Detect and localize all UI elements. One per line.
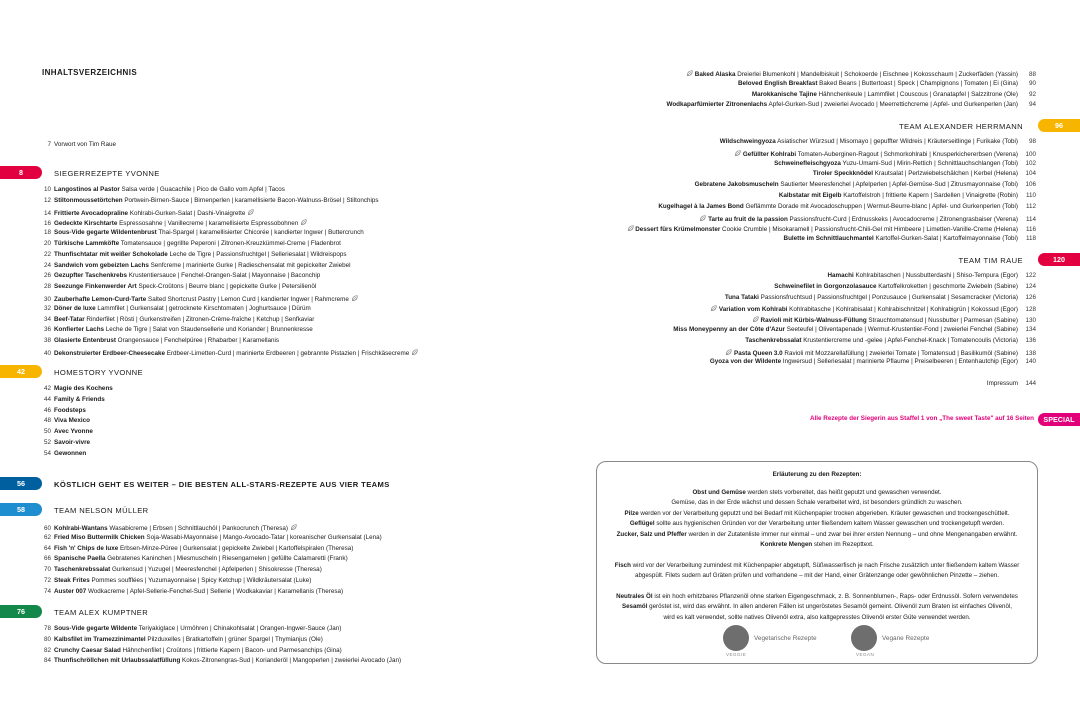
recipe-name: Tuna Tataki [724,293,759,301]
section-title: SIEGERREZEPTE YVONNE [54,169,160,178]
recipe-desc: Pommes soufflées | Yuzumayonnaise | Spicy Ketchup | Wildkräutersalat (Luke) [89,577,312,584]
page-number: 22 [43,250,51,258]
toc-entry[interactable] [42,556,348,562]
recipe-desc: Baked Beans | Buttertoast | Speck | Champignons | Tomaten | Ei (Gina) [817,79,1018,87]
toc-entry[interactable] [42,524,297,532]
toc-entry[interactable] [752,316,1036,324]
toc-entry[interactable] [42,440,90,446]
page-number: 94 [1028,101,1036,109]
recipe-desc: Gurkensud | Yuzugel | Meeresfenchel | Apfelperlen | Shisokresse (Theresa) [110,566,322,574]
recipe-desc: Krustentiercreme und -gelee | Apfel-Fenchel-Knack | Tomatencoulis (Victoria) [801,336,1018,344]
toc-entry[interactable] [779,193,1036,199]
recipe-desc: Geflämmte Dorade mit Avocadoschuppen | Wermut-Beurre-blanc | Apfel- und Gurkenperlen (Tobi) [743,202,1018,210]
recipe-desc: Kartoffelstroh | frittierte Kapern | Sardellen | Vinaigrette (Robin) [841,192,1018,199]
page-number: 50 [43,428,51,436]
recipe-desc: Seeteufel | Oliventapenade | Wermut-Krustentier-Fond | zweierlei Fenchel (Sabine) [785,326,1018,333]
recipe-name: Sous-Vide gegarte Wildentenbrust [54,229,157,237]
recipe-name: Savoir-vivre [54,439,91,446]
recipe-desc: Wasabicreme | Erbsen | Schnittlauchöl | Pankocrunch (Theresa) [107,525,289,532]
page-number: 26 [43,272,51,280]
legend-text: wird vor der Verarbeitung zumindest mit Küchenpapier abgetupft, Süßwasserfisch je nach Frische zusätzlich unter fließendem kaltem Wasser [630,561,1020,569]
legend-line [603,500,1031,506]
legend-line [603,521,1031,527]
legend-bold: Konkrete Mengen [760,541,813,548]
recipe-name: Thunfischtatar mit weißer Schokolade [54,250,168,258]
recipe-name: Kohlrabi-Wantans [54,525,108,532]
veggie-leaf-icon [351,295,358,302]
recipe-name: Türkische Lammköfte [54,240,120,247]
toc-entry[interactable] [42,317,314,323]
page-number: 134 [1025,326,1036,333]
toc-entry[interactable] [42,589,343,595]
legend-text: sollte aus hygienischen Gründen vor der Verarbeitung unter fließendem kaltem Wasser gewaschen und trockengetupft werden. [654,520,1005,528]
toc-entry[interactable] [667,102,1037,108]
page-number: 92 [1028,90,1036,98]
toc-entry[interactable] [745,338,1036,344]
toc-entry[interactable] [42,187,285,193]
section-tab[interactable]: 76 [0,605,42,618]
page-number: 32 [43,304,51,312]
recipe-desc: Portwein-Birnen-Sauce | Birnenperlen | karamellisierte Bacon-Walnuss-Brösel | Stiltonchips [122,196,379,204]
recipe-desc: Tomaten-Auberginen-Ragout | Schmorkohlrabi | Knusperkichererbsen (Verena) [796,150,1018,158]
recipe-name: Baked Alaska [694,71,736,78]
toc-entry[interactable] [673,327,1036,333]
veggie-caption: VEGGIE [726,652,747,657]
section-title: TEAM TIM RAUE [958,256,1023,265]
recipe-name: Kalbsfilet im Tramezzinimantel [54,635,146,643]
toc-entry[interactable] [784,236,1036,242]
toc-entry[interactable] [42,198,379,204]
recipe-name: Ravioli mit Kürbis-Walnuss-Füllung [760,317,867,325]
toc-entry[interactable] [827,273,1036,279]
recipe-name: Spanische Paella [54,555,106,563]
page-number: 88 [1028,71,1036,78]
page-number: 136 [1025,336,1036,344]
page-number: 62 [43,533,51,541]
page-number: 20 [43,240,51,247]
page-number: 118 [1025,235,1036,243]
recipe-desc: Orangensauce | Fenchelpüree | Rhabarber | Karamellanis [115,337,280,345]
toc-entry[interactable] [42,648,342,654]
recipe-name: Variation vom Kohlrabi [718,306,788,314]
page-number: 116 [1025,226,1036,234]
veggie-leaf-icon [290,524,297,531]
toc-entry[interactable] [42,451,86,457]
page-number: 38 [43,337,51,345]
recipe-name: Gedeckte Kirschtarte [54,220,118,228]
legend-line [603,594,1031,600]
recipe-name: Hamachi [827,272,854,279]
special-text: Alle Rezepte der Siegerin aus Staffel 1 von „The sweet Taste" auf 16 Seiten [810,415,1035,422]
legend-text: werden vor der Verarbeitung geputzt und bei Bedarf mit Küchenpapier trocken abgerieben. Kräuter gewaschen und trockengeschüttelt. [638,509,1010,517]
recipe-legend-box [596,461,1038,664]
recipe-desc: Hähnchenfilet | Croûtons | frittierte Kapern | Bacon- und Parmesanchips (Gina) [120,646,342,654]
recipe-name: Glasierte Entenbrust [54,337,116,345]
page-number: 112 [1025,202,1036,210]
recipe-name: Döner de luxe [54,304,96,312]
page-number: 144 [1025,380,1036,387]
recipe-desc: Krustentiersauce | Fenchel-Orangen-Salat | Mayonnaise | Baconchip [127,272,321,280]
page-number: 18 [43,229,51,237]
legend-line [603,532,1031,538]
page-number: 128 [1025,306,1036,314]
recipe-name: Dessert fürs Krümelmonster [635,226,721,234]
page-number: 82 [43,646,51,654]
page-number: 122 [1025,272,1036,279]
section-title: TEAM ALEX KUMPTNER [54,608,149,617]
legend-line [603,490,1031,496]
recipe-name: Seezunge Finkenwerder Art [54,283,137,291]
legend-line [603,542,1031,548]
legend-bold: Neutrales Öl [616,593,653,600]
recipe-name: Bulette im Schnittlauchmantel [783,235,874,243]
toc-entry[interactable] [42,637,323,643]
section-tab[interactable]: 96 [1038,119,1080,132]
vorwort-entry [42,142,116,148]
page-number: 10 [43,186,51,193]
veggie-leaf-icon [411,349,418,356]
page-number: 40 [43,350,51,357]
recipe-desc: Pilzduxelles | Bratkartoffeln | grüner Spargel | Thymianjus (Ole) [145,635,323,643]
page-number: 52 [43,439,51,446]
recipe-desc: Tomatensauce | gegrillte Peperoni | Zitronen-Kreuzkümmel-Creme | Fladenbrot [119,240,341,247]
toc-title: INHALTSVERZEICHNIS [42,68,138,77]
recipe-name: Avec Yvonne [54,428,93,436]
toc-entry[interactable] [774,284,1036,290]
page-number: 106 [1025,181,1036,189]
recipe-name: Wodkaparfümierter Zitronenlachs [666,101,768,109]
toc-entry[interactable] [42,658,401,664]
recipe-desc: Leche de Tigre | Passionsfruchtgel | Selleriesalat | Wildreispops [167,250,347,258]
section-tab[interactable]: 8 [0,166,42,179]
legend-text: werden stets vorbereitet, das heißt geputzt und gewaschen verwendet. [745,489,942,496]
legend-bold: Pilze [624,509,639,517]
recipe-name: Foodsteps [54,406,86,414]
page-number: 12 [43,196,51,204]
toc-entry[interactable] [42,306,311,312]
recipe-desc: Asiatischer Würzsud | Misomayo | gepuffter Wildreis | Kräuterseitlinge | Furikake (Tobi) [775,138,1018,145]
page-number: 70 [43,566,51,574]
toc-entry[interactable] [725,295,1036,301]
recipe-name: Auster 007 [54,587,87,595]
legend-bold: Zucker, Salz und Pfeffer [616,530,687,538]
page-number: 44 [43,395,51,403]
recipe-desc: Kartoffelkroketten | geschmorte Zwiebeln (Sabine) [876,282,1018,290]
page-number: 34 [43,315,51,323]
legend-line [603,563,1031,569]
page-number: 36 [43,326,51,334]
page-number: 64 [43,544,51,552]
veggie-leaf-icon [627,225,634,232]
legend-text: stehen im Rezepttext. [812,541,874,548]
toc-entry[interactable] [695,182,1036,188]
toc-entry[interactable] [752,92,1036,98]
veggie-leaf-icon [725,349,732,356]
recipe-name: Fish 'n' Chips de luxe [54,544,119,552]
recipe-name: Wildschweingyoza [719,138,776,145]
recipe-name: Schweinefleischgyoza [774,159,841,167]
legend-line [603,511,1031,517]
recipe-name: Dekonstruierter Erdbeer-Cheesecake [54,350,165,357]
recipe-name: Marokkanische Tajine [751,90,817,98]
recipe-desc: Dreierlei Blumenkohl | Mandelbiskuit | Schokoerde | Eischnee | Kokosschaum | Zuckerfäden (Yassin) [735,71,1018,78]
recipe-desc: Sautierter Meeresfenchel | Apfelperlen | Apfel-Gemüse-Sud | Zitrusmayonnaise (Tobi) [778,181,1018,189]
page-number: 48 [43,417,51,425]
recipe-desc: Salsa verde | Guacachile | Pico de Gallo vom Apfel | Tacos [119,186,285,193]
toc-entry[interactable] [710,359,1036,365]
recipe-desc: Apfel-Gurken-Sud | zweierlei Avocado | Meerrettichcreme | Apfel- und Gurkenperlen (Jan) [767,101,1018,109]
recipe-desc: Salted Shortcrust Pastry | Lemon Curd | kandierter Ingwer | Rahmcreme [146,296,349,303]
recipe-name: Magie des Kochens [54,385,113,392]
recipe-desc: Gebratenes Kaninchen | Miesmuscheln | Riesengarnelen | gefüllte Calamaretti (Frank) [105,555,348,563]
page-number: 98 [1028,138,1036,145]
legend-title: Erläuterung zu den Rezepten: [772,471,862,478]
page-number: 72 [43,577,51,584]
vorwort-text: Vorwort von Tim Raue [54,141,116,148]
page-number: 60 [43,525,51,532]
recipe-desc: Soja-Wasabi-Mayonnaise | Mango-Avocado-Tatar | koreanischer Gurkensalat (Lena) [144,533,382,541]
legend-text: wird es kalt verwendet, sollte natives Olivenöl extra, also kaltgepresstes Olivenöl erster Güte verwendet werden. [663,613,971,621]
vegan-caption: VEGAN [856,652,875,657]
recipe-desc: Kohlrabitasche | Kohlrabisalat | Kohlrabischnitzel | Kohlrabigrün | Kokossud (Egor) [787,306,1018,314]
recipe-desc: Leche de Tigre | Salat von Staudensellerie und Koriander | Brunnenkresse [104,326,313,334]
veggie-leaf-icon [686,70,693,77]
recipe-name: Miss Moneypenny an der Côte d'Azur [673,326,785,333]
toc-entry[interactable] [42,567,322,573]
page-number: 46 [43,406,51,414]
recipe-desc: Passionsfrucht-Curd | Erdnusskeks | Avocadocreme | Zitronengrasbaiser (Verena) [787,215,1018,223]
recipe-name: Viva Mexico [54,417,90,425]
recipe-desc: Kohlrabi-Gurken-Salat | Dashi-Vinaigrette [128,209,246,217]
toc-entry[interactable] [42,327,313,333]
legend-text: geröstet ist, wird das erwähnt. In allen anderen Fällen ist ungeröstetes Sesamöl gemeint. Olivenöl zum Braten ist einfaches Olivenöl, [647,603,1012,611]
toc-entry[interactable] [710,305,1036,313]
page-number: 80 [43,635,51,643]
vegetarian-label: Vegetarische Rezepte [754,635,817,642]
recipe-name: Taschenkrebssalat [54,566,111,574]
impressum-entry [987,381,1036,387]
recipe-name: Konfierter Lachs [54,326,105,334]
recipe-desc: Senfcreme | marinierte Gurke | Radieschensalat mit gepickelter Zwiebel [148,261,351,269]
section-tab[interactable]: 56 [0,477,42,490]
toc-entry[interactable] [42,338,279,344]
recipe-name: Gewonnen [54,449,87,457]
toc-entry[interactable] [42,535,382,541]
recipe-desc: Hähnchenkeule | Lammfilet | Couscous | Granatapfel | Salzzitrone (Ole) [816,90,1018,98]
recipe-desc: Lammfilet | Gurkensalat | getrocknete Kirschtomaten | Joghurtsauce | Dürüm [95,304,311,312]
recipe-desc: Strauchtomatensud | Nussbutter | Parmesan (Sabine) [866,317,1018,325]
toc-entry[interactable] [42,230,364,236]
toc-entry[interactable] [42,263,351,269]
page-number: 104 [1025,170,1036,178]
toc-entry[interactable] [42,546,353,552]
veggie-leaf-icon [247,209,254,216]
veggie-leaf-icon [300,219,307,226]
recipe-name: Kalbstatar mit Eigelb [778,192,842,199]
recipe-name: Thunfischröllchen mit Urlaubssalatfüllung [54,657,181,665]
page-number: 114 [1025,215,1036,223]
page-number: 7 [47,141,51,148]
toc-entry[interactable] [42,295,358,303]
toc-entry[interactable] [42,578,311,584]
page-number: 90 [1028,79,1036,87]
toc-entry[interactable] [42,219,307,227]
recipe-name: Stiltonmoussetörtchen [54,196,123,204]
toc-entry[interactable] [734,150,1036,158]
page-number: 42 [43,385,51,392]
page-number: 124 [1025,282,1036,290]
page-number: 102 [1025,159,1036,167]
page-number: 74 [43,587,51,595]
toc-entry[interactable] [699,215,1036,223]
recipe-desc: Erdbeer-Limetten-Curd | marinierte Erdbeeren | gebrannte Pistazien | Frischkäsecreme [164,350,410,357]
recipe-name: Sous-Vide gegarte Wildente [54,625,138,632]
recipe-name: Gyoza von der Wildente [709,358,782,366]
recipe-name: Schweinefilet in Gorgonzolasauce [774,282,877,290]
toc-entry[interactable] [686,70,1036,78]
page-number: 78 [43,625,51,632]
page-number: 126 [1025,293,1036,301]
recipe-desc: Krautsalat | Perlzwiebelschälchen | Kerbel (Helena) [872,170,1018,178]
recipe-name: Beef-Tatar [54,315,85,323]
page-number: 16 [43,220,51,228]
recipe-name: Pasta Queen 3.0 [734,349,783,357]
veggie-leaf-icon [734,150,741,157]
recipe-desc: Thai-Spargel | karamellisierter Chicorée | kandierter Ingwer | Buttercrunch [156,229,364,237]
legend-text: ist ein hoch erhitzbares Pflanzenöl ohne starken Eigengeschmack, z. B. Sonnenblumen-, Raps- oder Erdnussöl. Sofern verwendetes [652,593,1018,600]
toc-entry[interactable] [42,284,316,290]
recipe-name: Zauberhafte Lemon-Curd-Tarte [54,296,147,303]
toc-entry[interactable] [42,408,86,414]
section-tab[interactable]: 120 [1038,253,1080,266]
recipe-name: Tarte au fruit de la passion [708,215,788,223]
special-tab[interactable]: SPECIAL [1038,413,1080,426]
section-title: KÖSTLICH GEHT ES WEITER – DIE BESTEN ALL-STARS-REZEPTE AUS VIER TEAMS [54,480,390,489]
recipe-name: Beloved English Breakfast [737,79,818,87]
page-number: 28 [43,283,51,291]
toc-entry[interactable] [42,418,90,424]
toc-entry[interactable] [42,241,341,247]
recipe-desc: Erbsen-Minze-Püree | Gurkensalat | gepickelte Zwiebel | Kartoffelspiralen (Theresa) [118,544,354,552]
section-tab[interactable]: 58 [0,503,42,516]
toc-entry[interactable] [627,225,1037,233]
recipe-name: Gezupfter Taschenkrebs [54,272,128,280]
recipe-name: Taschenkrebssalat [745,336,802,344]
recipe-name: Kugelhagel à la James Bond [658,202,744,210]
toc-entry[interactable] [725,349,1036,357]
section-tab[interactable]: 42 [0,365,42,378]
legend-line [603,573,1031,579]
page-number: 84 [43,657,51,665]
legend-line [603,615,1031,621]
veggie-leaf-icon [710,305,717,312]
legend-text: werden in der Zutatenliste immer nur einmal – und zwar bei ihrer ersten Nennung – und ohne Mengenangaben erwähnt. [686,530,1018,538]
recipe-name: Crunchy Caesar Salad [54,646,121,654]
recipe-desc: Espressosahne | Vanillecreme | karamellisierte Espressobohnen [117,220,299,228]
recipe-name: Tiroler Speckknödel [812,170,873,178]
recipe-desc: Kokos-Zitronengras-Sud | Korianderöl | Mangoperlen | zweierlei Avocado (Jan) [180,657,402,665]
page-number: 130 [1025,317,1036,325]
toc-entry[interactable] [813,171,1036,177]
page-number: 66 [43,555,51,563]
recipe-desc: Kartoffel-Gurken-Salat | Kartoffelmayonnaise (Tobi) [873,235,1018,243]
page-number: 100 [1025,150,1036,158]
page-number: 54 [43,449,51,457]
toc-entry[interactable] [738,81,1036,87]
veggie-badge-icon [723,625,749,651]
section-title: HOMESTORY YVONNE [54,368,143,377]
recipe-name: Family & Friends [54,395,105,403]
recipe-desc: Teriyakiglace | Urmöhren | Chinakohlsalat | Orangen-Ingwer-Sauce (Jan) [137,625,342,632]
legend-text: abgespült. Filets sudern auf Gräten prüfen und vorhandene – mit der Hand, einer Grätenzange oder gewöhnlichen Pinzette – ziehen. [635,572,999,580]
toc-entry[interactable] [42,209,254,217]
toc-entry[interactable] [658,204,1036,210]
toc-entry[interactable] [720,139,1036,145]
recipe-name: Gebratene Jakobsmuscheln [694,181,779,189]
legend-bold: Fisch [614,561,631,569]
toc-entry[interactable] [42,349,418,357]
recipe-desc: Speck-Croûtons | Beurre blanc | gepickelte Gurke | Petersilienöl [136,283,317,291]
page-number: 30 [43,296,51,303]
section-title: TEAM ALEXANDER HERRMANN [899,122,1023,131]
recipe-desc: Yuzu-Umami-Sud | Mirin-Rettich | Schnittlauchschlangen (Tobi) [840,159,1018,167]
legend-line [603,604,1031,610]
toc-entry[interactable] [42,273,320,279]
recipe-name: Sandwich vom gebeizten Lachs [54,261,149,269]
section-title: TEAM NELSON MÜLLER [54,506,149,515]
toc-entry[interactable] [42,252,347,258]
recipe-desc: Kohlrabitaschen | Nussbutterdashi | Shiso-Tempura (Egor) [853,272,1018,279]
recipe-name: Gefüllter Kohlrabi [742,150,797,158]
recipe-name: Steak Frites [54,577,90,584]
veggie-leaf-icon [699,215,706,222]
recipe-desc: Rinderfilet | Rösti | Gurkenstreifen | Zitronen-Crème-fraîche | Ketchup | Senfkaviar [84,315,315,323]
legend-bold: Sesamöl [621,603,648,611]
recipe-desc: Cookie Crumble | Misokaramell | Passionsfrucht-Chili-Gel mit Himbeere | Limetten-Vanille-Creme (Helena) [720,226,1018,234]
recipe-desc: Passionsfruchtsud | Passionsfruchtgel | Ponzusauce | Gurkensalat | Sesamcracker (Victoria) [758,293,1018,301]
vegan-label: Vegane Rezepte [882,635,930,642]
toc-entry[interactable] [42,626,341,632]
recipe-name: Frittierte Avocadopraline [54,209,129,217]
toc-entry[interactable] [774,161,1036,167]
legend-bold: Geflügel [629,520,655,528]
legend-bold: Obst und Gemüse [692,489,746,496]
toc-entry[interactable] [42,429,93,435]
vegan-badge-icon [851,625,877,651]
recipe-name: Langostinos al Pastor [54,186,120,193]
recipe-desc: Ingwersud | Selleriesalat | marinierte Pflaume | Preiselbeeren | Entenhautchip (Egor) [781,358,1018,366]
legend-text: Gemüse, das in der Erde wächst und dessen Schale verarbeitet wird, ist besonders gründlich zu waschen. [671,499,963,507]
recipe-name: Fried Miso Buttermilk Chicken [54,533,145,541]
recipe-desc: Wodkacreme | Apfel-Sellerie-Fenchel-Sud | Sellerie | Wodkakaviar | Karamellanis (Theresa) [86,587,344,595]
toc-entry[interactable] [42,386,113,392]
impressum-text: Impressum [986,380,1018,387]
page-number: 24 [43,261,51,269]
page-number: 138 [1025,349,1036,357]
veggie-leaf-icon [752,316,759,323]
toc-entry[interactable] [42,397,105,403]
recipe-desc: Ravioli mit Mozzarellafüllung | zweierlei Tomate | Tomatensud | Basilikumöl (Sabine) [782,349,1018,357]
page-number: 110 [1025,192,1036,199]
page-number: 14 [43,209,51,217]
page-number: 140 [1025,358,1036,366]
